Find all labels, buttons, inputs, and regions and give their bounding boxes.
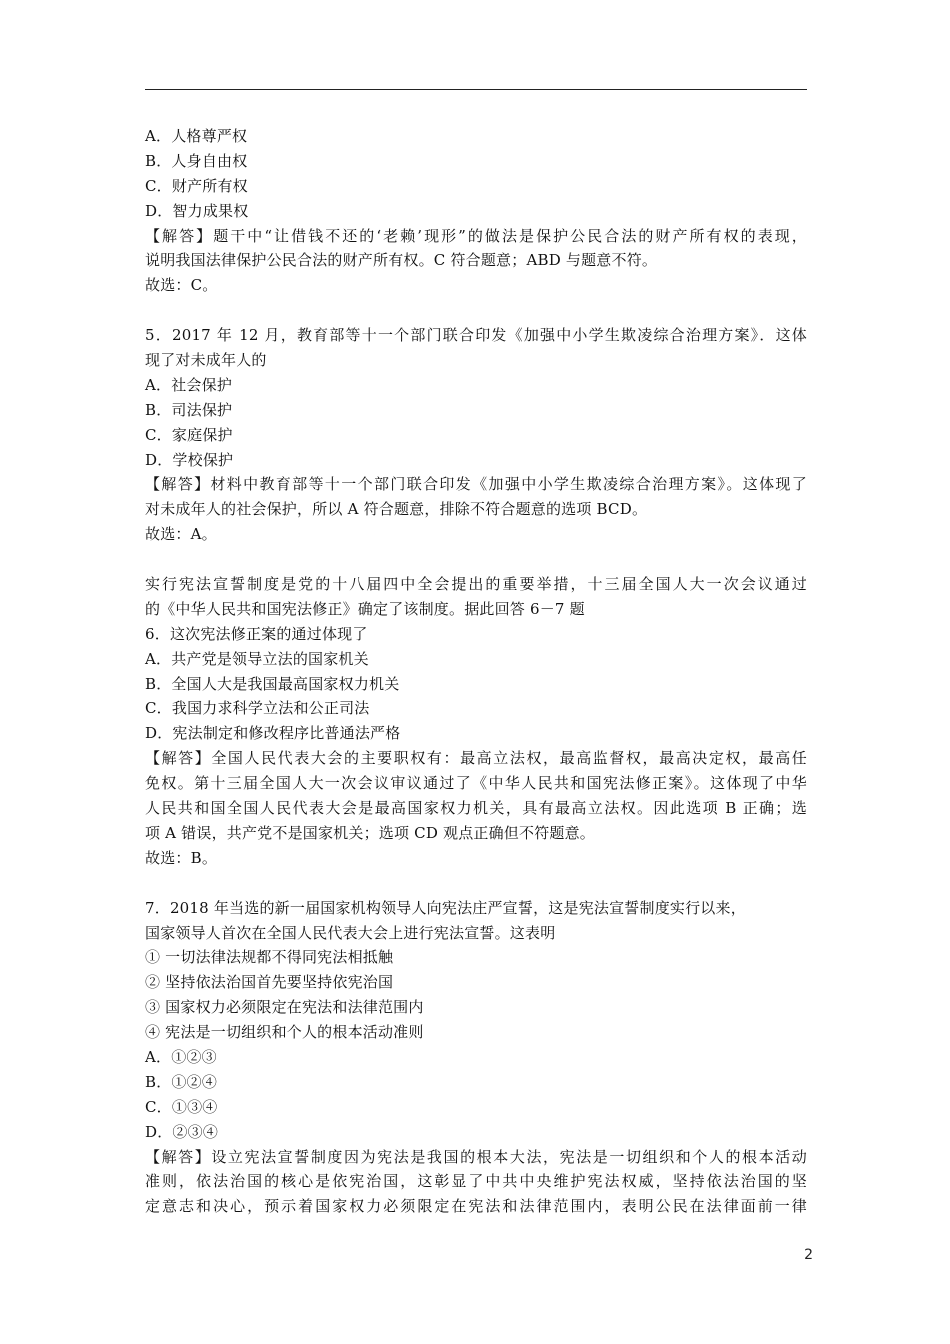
q7-statement-2: ② 坚持依法治国首先要坚持依宪治国: [145, 973, 394, 992]
q5-option-a: A．社会保护: [145, 375, 233, 394]
q4-answer-line-1: 【解答】题干中“让借钱不还的‘老赖’现形”的做法是保护公民合法的财产所有权的表现，: [145, 226, 807, 245]
q6-option-d: D．宪法制定和修改程序比普通法严格: [145, 724, 401, 743]
q4-option-c: C．财产所有权: [145, 176, 248, 195]
page-number: 2: [804, 1247, 813, 1263]
q4-option-d: D．智力成果权: [145, 201, 249, 220]
q5-option-c: C．家庭保护: [145, 425, 233, 444]
question-5: [145, 323, 807, 547]
q6-answer-line-4: 项 A 错误，共产党不是国家机关；选项 CD 观点正确但不符题意。: [145, 823, 596, 842]
material-intro: [145, 572, 807, 622]
q4-option-b: B．人身自由权: [145, 151, 248, 170]
q6-stem: 6．这次宪法修正案的通过体现了: [145, 624, 368, 643]
q5-answer-line-1: 【解答】材料中教育部等十一个部门联合印发《加强中小学生欺凌综合治理方案》。这体现了: [145, 475, 807, 494]
spacer: [145, 871, 807, 896]
question-7: [145, 896, 807, 1220]
question-4: [145, 124, 807, 298]
q6-answer-line-1: 【解答】全国人民代表大会的主要职权有：最高立法权，最高监督权，最高决定权，最高任: [145, 749, 807, 768]
document-body: [145, 124, 807, 1219]
q7-option-a: A．①②③: [145, 1047, 217, 1066]
q7-answer-line-3: 定意志和决心，预示着国家权力必须限定在宪法和法律范围内，表明公民在法律面前一律: [145, 1197, 807, 1216]
q6-option-a: A．共产党是领导立法的国家机关: [145, 649, 369, 668]
q7-statement-1: ① 一切法律法规都不得同宪法相抵触: [145, 948, 394, 967]
q5-option-d: D．学校保护: [145, 450, 234, 469]
q7-option-c: C．①③④: [145, 1097, 218, 1116]
q6-option-b: B．全国人大是我国最高国家权力机关: [145, 674, 400, 693]
q7-option-d: D．②③④: [145, 1122, 219, 1141]
q5-stem-line-1: 5．2017 年 12 月，教育部等十一个部门联合印发《加强中小学生欺凌综合治理方案》．这体: [145, 326, 807, 345]
q7-statement-4: ④ 宪法是一切组织和个人的根本活动准则: [145, 1023, 424, 1042]
intro-line-2: 的《中华人民共和国宪法修正》确定了该制度。据此回答 6－7 题: [145, 599, 585, 618]
q5-answer-line-2: 对未成年人的社会保护，所以 A 符合题意，排除不符合题意的选项 BCD。: [145, 500, 648, 519]
q7-answer-line-2: 准则，依法治国的核心是依宪治国，这彰显了中共中央维护宪法权威，坚持依法治国的坚: [145, 1172, 807, 1191]
q7-answer-line-1: 【解答】设立宪法宣誓制度因为宪法是我国的根本大法，宪法是一切组织和个人的根本活动: [145, 1147, 807, 1166]
header-rule: [145, 89, 807, 90]
q5-choice: 故选：A。: [145, 525, 217, 544]
q6-option-c: C．我国力求科学立法和公正司法: [145, 699, 370, 718]
q7-stem-line-2: 国家领导人首次在全国人民代表大会上进行宪法宣誓。这表明: [145, 923, 556, 942]
q4-answer-line-2: 说明我国法律保护公民合法的财产所有权。C 符合题意；ABD 与题意不符。: [145, 251, 658, 270]
q5-stem-line-2: 现了对未成年人的: [145, 351, 267, 370]
q7-option-b: B．①②④: [145, 1072, 218, 1091]
q6-answer-line-3: 人民共和国全国人民代表大会是最高国家权力机关，具有最高立法权。因此选项 B 正确；选: [145, 799, 807, 818]
q7-statement-3: ③ 国家权力必须限定在宪法和法律范围内: [145, 998, 424, 1017]
q4-choice: 故选：C。: [145, 276, 218, 295]
q7-stem-line-1: 7．2018 年当选的新一届国家机构领导人向宪法庄严宣誓，这是宪法宣誓制度实行以来，: [145, 898, 746, 917]
q6-answer-line-2: 免权。第十三届全国人大一次会议审议通过了《中华人民共和国宪法修正案》。这体现了中华: [145, 774, 807, 793]
spacer: [145, 298, 807, 323]
intro-line-1: 实行宪法宣誓制度是党的十八届四中全会提出的重要举措，十三届全国人大一次会议通过: [145, 575, 807, 594]
q4-option-a: A．人格尊严权: [145, 127, 248, 145]
q6-choice: 故选：B。: [145, 848, 218, 867]
spacer: [145, 547, 807, 572]
q5-option-b: B．司法保护: [145, 400, 233, 419]
question-6: [145, 622, 807, 871]
